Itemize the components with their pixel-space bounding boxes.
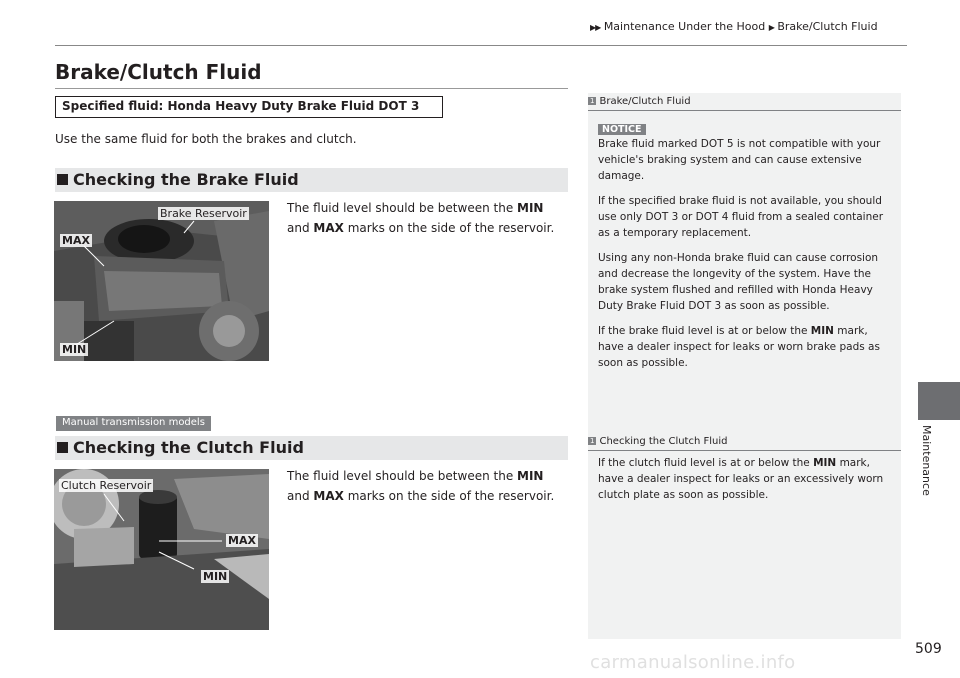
clutch-reservoir-label: Clutch Reservoir (61, 479, 152, 492)
intro-text: Use the same fluid for both the brakes and clutch. (55, 132, 357, 146)
square-bullet-icon (57, 174, 68, 185)
brake-max-label: MAX (62, 234, 90, 247)
arrow-icon: ▶ (768, 23, 774, 32)
brake-note-p2: If the specified brake fluid is not available, you should use only DOT 3 or DOT 4 fluid from a sealed container as a temporary replacement. (598, 195, 884, 239)
clutch-max-label: MAX (228, 534, 256, 547)
specified-fluid-box: Specified fluid: Honda Heavy Duty Brake Fluid DOT 3 (55, 96, 443, 118)
brake-note-p3: Using any non-Honda brake fluid can cause corrosion and decrease the longevity of the system. Have the brake system flushed and refilled with Honda Heavy Duty Brake Fluid DOT 3 as soon as possible. (598, 252, 879, 312)
manual-transmission-tag: Manual transmission models (56, 416, 211, 431)
brake-reservoir-label: Brake Reservoir (160, 207, 247, 220)
brake-note-heading-text: Brake/Clutch Fluid (599, 96, 691, 107)
watermark: carmanualsonline.info (590, 652, 796, 673)
clutch-text-post: marks on the side of the reservoir. (343, 489, 555, 503)
page-title: Brake/Clutch Fluid (55, 60, 262, 84)
chapter-label-text: Maintenance (920, 425, 933, 496)
page-number: 509 (915, 641, 942, 657)
breadcrumb-part-1: Maintenance Under the Hood (603, 20, 766, 33)
clutch-text-min: MIN (517, 469, 544, 483)
brake-section-heading (55, 168, 568, 192)
chapter-tab (918, 382, 960, 420)
brake-note-p4-post: mark, have a dealer inspect for leaks or worn brake pads as soon as possible. (598, 325, 880, 369)
note-marker-icon: 1 (590, 97, 595, 105)
clutch-text-max: MAX (313, 489, 344, 503)
brake-text-and: and (287, 221, 314, 235)
brake-note-heading (588, 96, 901, 107)
clutch-note-heading (588, 436, 901, 447)
brake-heading-text: Checking the Brake Fluid (73, 170, 299, 189)
clutch-note-p1 (588, 451, 901, 503)
clutch-note-heading-text: Checking the Clutch Fluid (599, 436, 728, 447)
brake-text-post: marks on the side of the reservoir. (343, 221, 555, 235)
clutch-note-p1-pre: If the clutch fluid level is at or below the (598, 457, 814, 469)
clutch-body-text (287, 466, 567, 506)
clutch-reservoir-photo (54, 469, 269, 630)
clutch-min-label: MIN (203, 570, 228, 583)
breadcrumb-part-2: Brake/Clutch Fluid (777, 20, 878, 33)
note-marker-icon: 1 (590, 437, 595, 445)
clutch-text-pre: The fluid level should be between the (287, 469, 518, 483)
brake-note-p4-pre: If the brake fluid level is at or below the (598, 325, 811, 337)
square-bullet-icon (57, 442, 68, 453)
header-rule (55, 45, 907, 46)
notice-badge: NOTICE (598, 124, 646, 135)
clutch-note-p1-bold: MIN (813, 457, 837, 469)
brake-note-p4 (598, 323, 889, 371)
clutch-note-p1-post: mark, have a dealer inspect for leaks or an excessively worn clutch plate as soon as possible. (598, 457, 884, 501)
brake-note (588, 96, 901, 371)
brake-note-p1: Brake fluid marked DOT 5 is not compatible with your vehicle's braking system and can cause extensive damage. (598, 138, 881, 182)
chapter-label (920, 425, 944, 515)
title-rule (55, 88, 568, 89)
brake-text-min: MIN (517, 201, 544, 215)
brake-text-pre: The fluid level should be between the (287, 201, 518, 215)
clutch-heading-text: Checking the Clutch Fluid (73, 438, 304, 457)
brake-note-p4-bold: MIN (810, 325, 834, 337)
brake-text-max: MAX (313, 221, 344, 235)
brake-min-label: MIN (62, 343, 87, 356)
brake-reservoir-photo (54, 201, 269, 361)
arrow-icon: ▶▶ (590, 23, 601, 32)
clutch-text-and: and (287, 489, 314, 503)
clutch-section-heading (55, 436, 568, 460)
breadcrumb (590, 20, 878, 33)
clutch-note (588, 436, 901, 503)
brake-body-text (287, 198, 567, 238)
